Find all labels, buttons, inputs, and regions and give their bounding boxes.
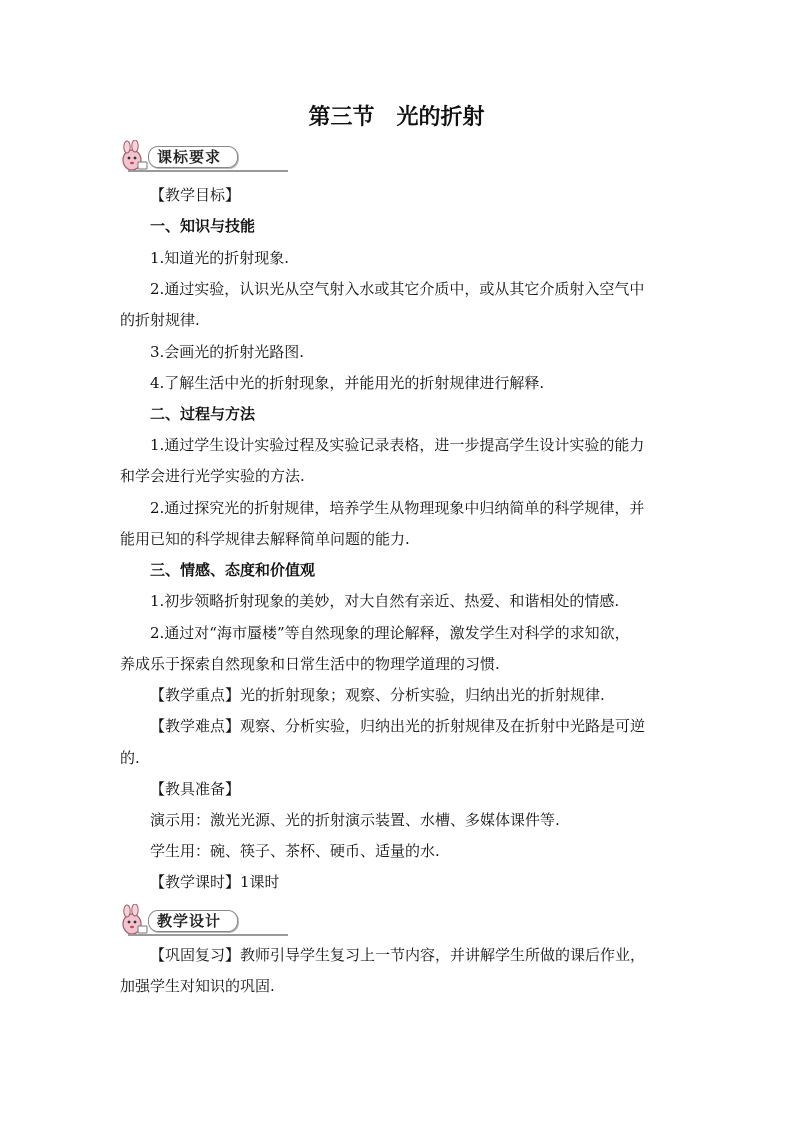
text-line: 1.知道光的折射现象.: [150, 249, 290, 267]
text-line: 【教学课时】1课时: [150, 873, 280, 891]
banner-label-box: [148, 910, 238, 932]
text-line: 【教具准备】: [150, 780, 241, 798]
text-line: 【巩固复习】教师引导学生复习上一节内容，并讲解学生所做的课后作业，: [150, 946, 646, 964]
text-line: 和学会进行光学实验的方法.: [120, 467, 305, 485]
text-line: 养成乐于探索自然现象和日常生活中的物理学道理的习惯.: [120, 655, 500, 673]
text-line: 【教学难点】观察、分析实验，归纳出光的折射规律及在折射中光路是可逆: [150, 717, 646, 735]
text-line: 的折射规律.: [120, 311, 200, 329]
banner-underline: [128, 170, 288, 172]
text-line: 1.初步领略折射现象的美妙，对大自然有亲近、热爱、和谐相处的情感.: [150, 592, 620, 610]
section-heading: 一、知识与技能: [150, 217, 256, 235]
text-line: 的.: [120, 749, 140, 767]
text-line: 4.了解生活中光的折射现象，并能用光的折射规律进行解释.: [150, 374, 545, 392]
text-line: 演示用：激光光源、光的折射演示装置、水槽、多媒体课件等.: [150, 811, 560, 829]
section-heading: 二、过程与方法: [150, 405, 256, 423]
section-banner-design: [118, 904, 248, 936]
text-line: 2.通过实验，认识光从空气射入水或其它介质中，或从其它介质射入空气中: [150, 280, 645, 298]
page-title: 第三节 光的折射: [308, 104, 485, 130]
banner-underline: [128, 934, 288, 936]
text-line: 2.通过对“海市蜃楼”等自然现象的理论解释，激发学生对科学的求知欲，: [150, 624, 630, 642]
section-banner-standards: [118, 140, 248, 172]
banner-label-box: [148, 146, 238, 168]
text-line: 能用已知的科学规律去解释简单问题的能力.: [120, 530, 410, 548]
text-line: 【教学重点】光的折射现象；观察、分析实验，归纳出光的折射规律.: [150, 686, 605, 704]
section-heading: 三、情感、态度和价值观: [150, 561, 316, 579]
text-line: 1.通过学生设计实验过程及实验记录表格，进一步提高学生设计实验的能力: [150, 436, 645, 454]
text-line: 【教学目标】: [150, 186, 241, 204]
text-line: 2.通过探究光的折射规律，培养学生从物理现象中归纳简单的科学规律，并: [150, 499, 645, 517]
banner-label: 课标要求: [157, 148, 222, 166]
text-line: 加强学生对知识的巩固.: [120, 977, 275, 995]
text-line: 3.会画光的折射光路图.: [150, 343, 305, 361]
banner-label: 教学设计: [157, 912, 222, 930]
text-line: 学生用：碗、筷子、茶杯、硬币、适量的水.: [150, 842, 440, 860]
